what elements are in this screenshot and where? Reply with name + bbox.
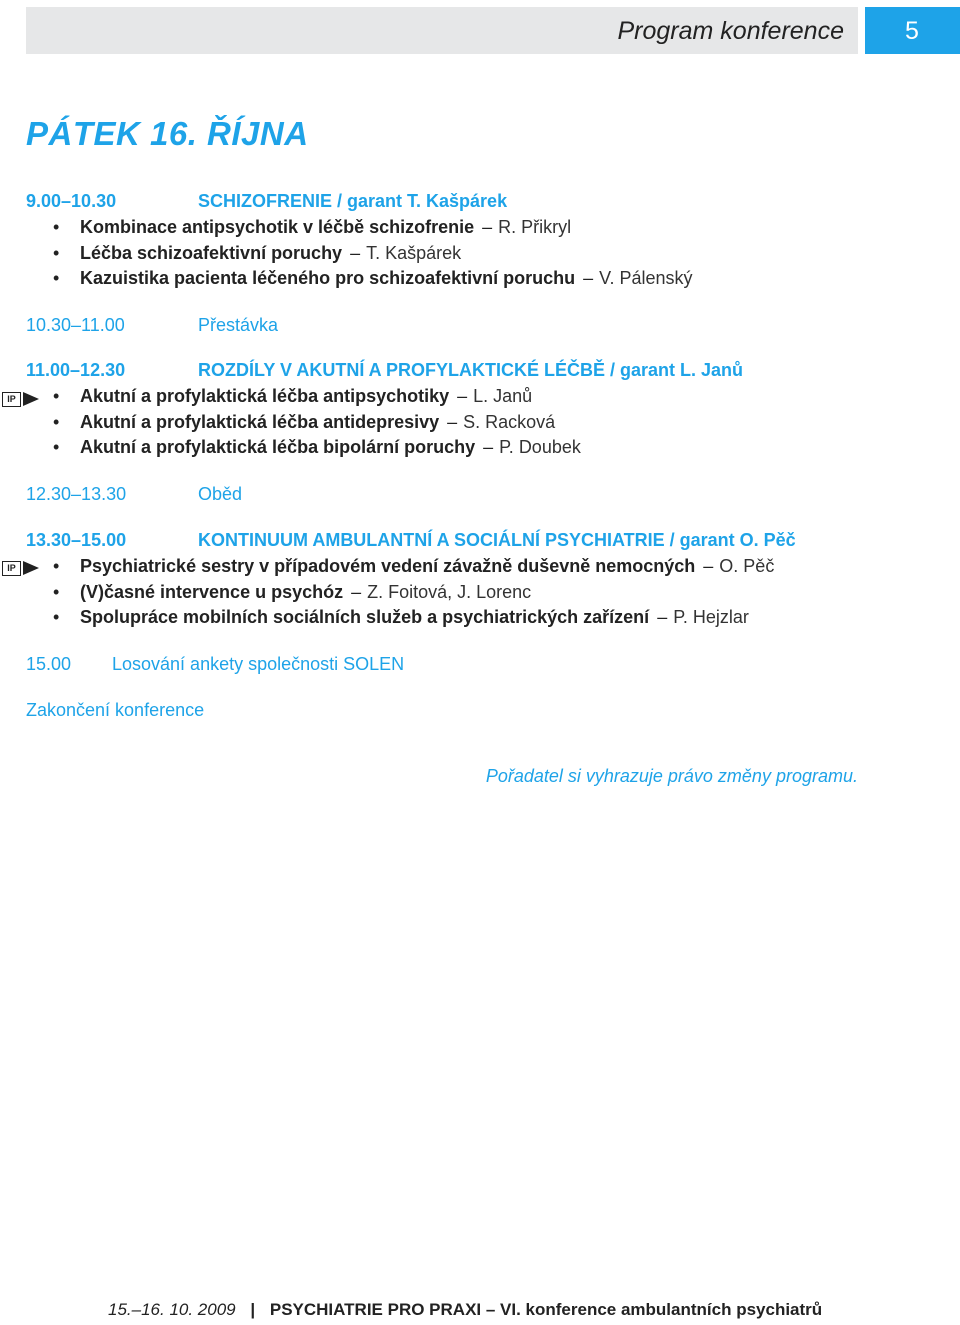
dash: – bbox=[483, 437, 494, 457]
session-rozdily bbox=[26, 360, 926, 463]
lecture-item bbox=[26, 556, 936, 582]
session-header bbox=[26, 530, 936, 554]
header-title: Program konference bbox=[617, 17, 844, 45]
break-label: Oběd bbox=[198, 484, 243, 504]
lecture-author: S. Racková bbox=[463, 411, 556, 432]
bullet: • bbox=[53, 437, 60, 457]
losovani-row bbox=[26, 654, 405, 675]
lecture-item bbox=[26, 268, 926, 294]
dash: – bbox=[351, 581, 362, 602]
disclaimer: Pořadatel si vyhrazuje právo změny programu. bbox=[485, 766, 858, 786]
break-time: 10.30–11.00 bbox=[26, 315, 125, 335]
bullet: • bbox=[53, 581, 60, 602]
page-number-box bbox=[865, 7, 960, 54]
lecture-item bbox=[26, 607, 936, 633]
break-label: Přestávka bbox=[198, 315, 279, 335]
lecture-item bbox=[26, 412, 926, 438]
session-time: 13.30–15.00 bbox=[26, 530, 127, 550]
session-kontinuum bbox=[26, 530, 936, 633]
bullet: • bbox=[53, 268, 60, 288]
lecture-item bbox=[26, 386, 926, 412]
bullet: • bbox=[53, 556, 60, 576]
ip-marker bbox=[2, 561, 40, 575]
lecture-title: Kazuistika pacienta léčeného pro schizoafektivní poruchu bbox=[80, 268, 576, 288]
lecture-author: P. Doubek bbox=[499, 437, 581, 457]
footer-date: 15.–16. 10. 2009 bbox=[108, 1300, 236, 1319]
bullet: • bbox=[53, 217, 60, 237]
session-title: SCHIZOFRENIE / garant T. Kašpárek bbox=[198, 191, 508, 211]
dash: – bbox=[482, 217, 493, 237]
bullet: • bbox=[53, 607, 60, 627]
bullet: • bbox=[53, 411, 60, 432]
break-obed bbox=[26, 484, 926, 508]
footer bbox=[108, 1300, 822, 1320]
lecture-item bbox=[26, 437, 926, 463]
break-time: 12.30–13.30 bbox=[26, 484, 127, 504]
lecture-author: Z. Foitová, J. Lorenc bbox=[367, 581, 532, 602]
play-arrow-icon bbox=[23, 392, 39, 406]
lecture-list bbox=[26, 217, 926, 294]
play-arrow-icon bbox=[23, 561, 39, 575]
lecture-title: Léčba schizoafektivní poruchy bbox=[80, 242, 343, 263]
lecture-item bbox=[26, 582, 936, 608]
session-schizofrenie bbox=[26, 191, 926, 294]
lecture-item bbox=[26, 243, 926, 269]
session-time: 11.00–12.30 bbox=[26, 360, 126, 380]
lecture-title: Akutní a profylaktická léčba antipsychotiky bbox=[80, 386, 450, 406]
day-heading: PÁTEK 16. ŘÍJNA bbox=[26, 115, 309, 152]
session-header bbox=[26, 360, 926, 384]
lecture-author: O. Pěč bbox=[719, 556, 775, 576]
dash: – bbox=[703, 556, 714, 576]
lecture-author: L. Janů bbox=[473, 386, 533, 406]
lecture-title: Spolupráce mobilních sociálních služeb a psychiatrických zařízení bbox=[80, 607, 650, 627]
ip-label: IP bbox=[2, 392, 21, 407]
lecture-author: T. Kašpárek bbox=[366, 242, 462, 263]
dash: – bbox=[457, 386, 468, 406]
lecture-author: V. Pálenský bbox=[599, 268, 693, 288]
lecture-author: P. Hejzlar bbox=[673, 607, 749, 627]
bullet: • bbox=[53, 386, 60, 406]
session-time: 9.00–10.30 bbox=[26, 191, 117, 211]
session-title: KONTINUUM AMBULANTNÍ A SOCIÁLNÍ PSYCHIATRIE / garant O. Pěč bbox=[198, 530, 796, 550]
dash: – bbox=[350, 242, 361, 263]
dash: – bbox=[583, 268, 594, 288]
dash: – bbox=[447, 411, 458, 432]
session-header bbox=[26, 191, 926, 215]
lecture-author: R. Přikryl bbox=[498, 217, 572, 237]
ip-label: IP bbox=[2, 561, 21, 576]
session-title: ROZDÍLY V AKUTNÍ A PROFYLAKTICKÉ LÉČBĚ / garant L. Janů bbox=[198, 360, 744, 380]
ip-marker bbox=[2, 392, 40, 406]
bullet: • bbox=[53, 242, 60, 263]
page-number: 5 bbox=[905, 17, 919, 45]
closing-label: Zakončení konference bbox=[26, 700, 205, 720]
lecture-list bbox=[26, 386, 926, 463]
lecture-title: (V)časné intervence u psychóz bbox=[80, 581, 344, 602]
losovani-label: Losování ankety společnosti SOLEN bbox=[112, 654, 405, 674]
lecture-title: Psychiatrické sestry v případovém vedení závažně duševně nemocných bbox=[80, 556, 696, 576]
footer-separator: | bbox=[250, 1300, 256, 1319]
lecture-title: Akutní a profylaktická léčba antidepresivy bbox=[80, 411, 440, 432]
lecture-item bbox=[26, 217, 926, 243]
footer-journal: PSYCHIATRIE PRO PRAXI – VI. konference ambulantních psychiatrů bbox=[269, 1300, 823, 1319]
break-prestavka bbox=[26, 315, 926, 339]
lecture-title: Kombinace antipsychotik v léčbě schizofrenie bbox=[80, 217, 475, 237]
lecture-title: Akutní a profylaktická léčba bipolární poruchy bbox=[80, 437, 476, 457]
losovani-time: 15.00 bbox=[26, 654, 72, 674]
lecture-list bbox=[26, 556, 936, 633]
header-bar bbox=[26, 7, 858, 54]
dash: – bbox=[657, 607, 668, 627]
